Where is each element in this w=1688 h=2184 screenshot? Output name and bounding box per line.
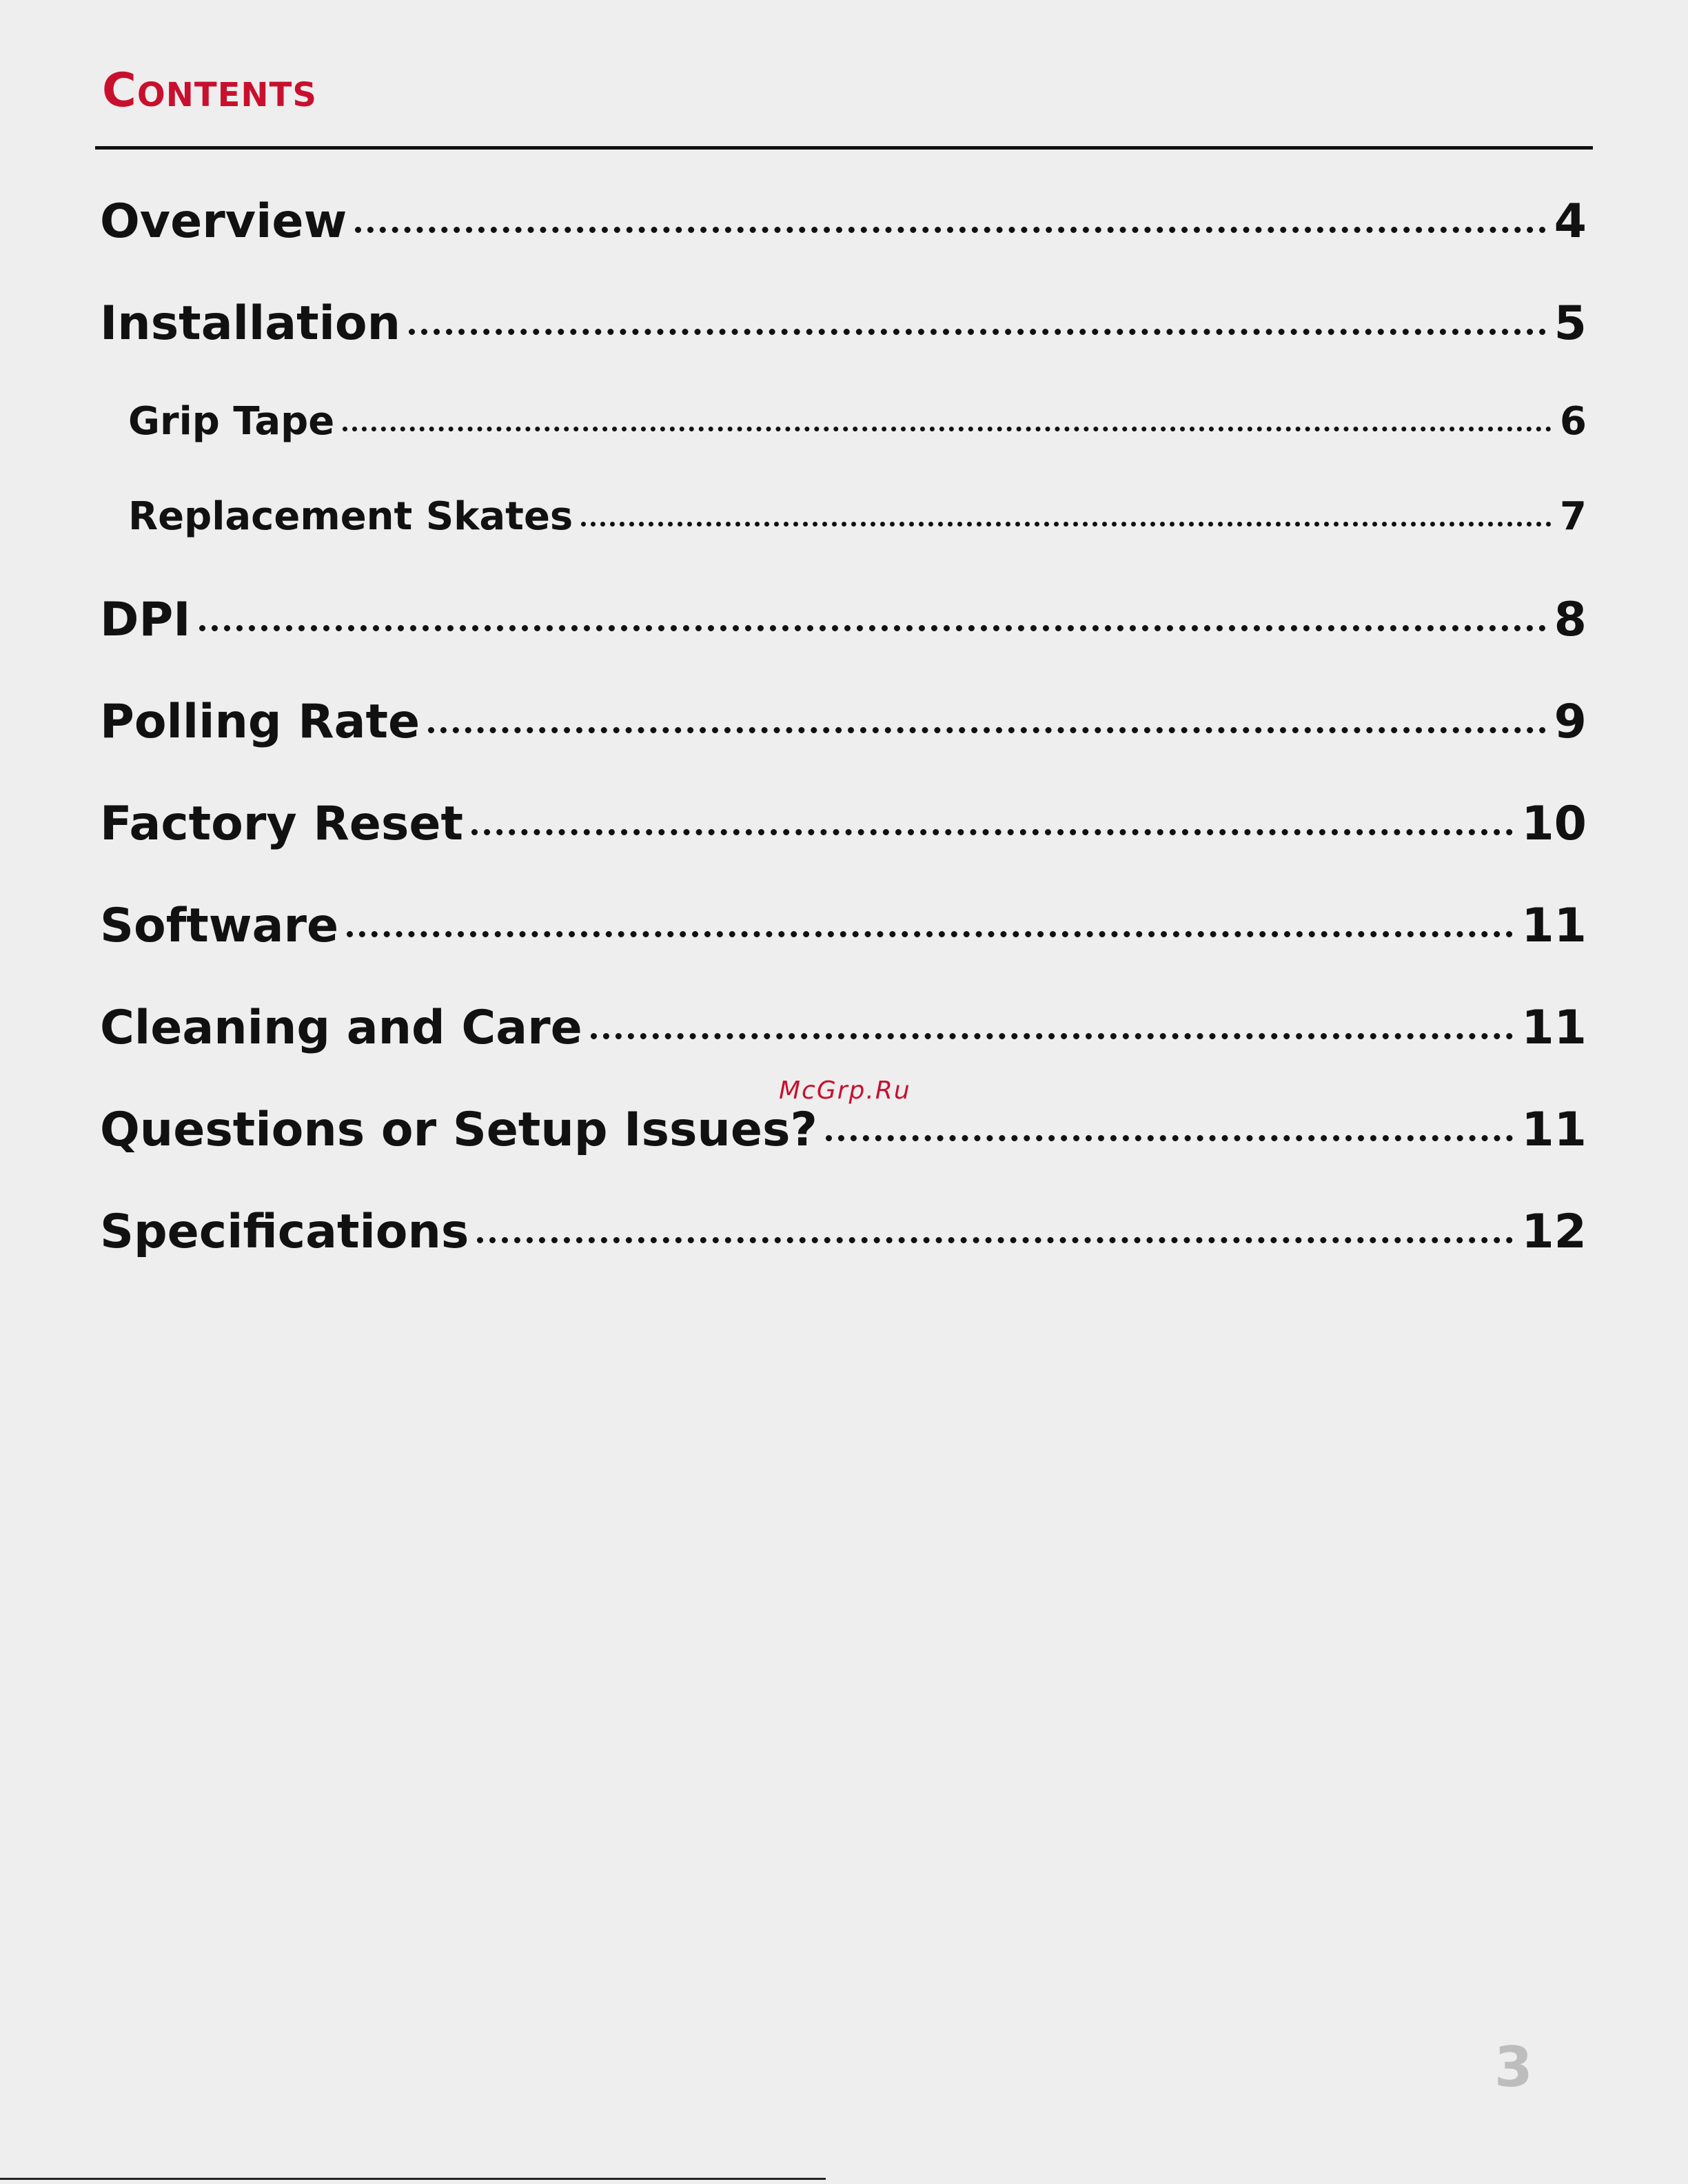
- toc-entry-dpi[interactable]: [100, 593, 1587, 647]
- toc-entry-software[interactable]: [100, 899, 1587, 953]
- dot-leader: [409, 329, 1546, 335]
- page-number: 3: [1494, 2035, 1533, 2099]
- toc-entry-page: 6: [1560, 399, 1587, 444]
- toc-entry-label: Questions or Setup Issues?: [100, 1103, 817, 1157]
- toc-entry-page: 5: [1554, 296, 1587, 351]
- bottom-border-line: [0, 2178, 826, 2180]
- toc-entry-installation[interactable]: [100, 296, 1587, 351]
- toc-entry-specifications[interactable]: [100, 1205, 1587, 1259]
- toc-entry-grip-tape[interactable]: [128, 399, 1587, 444]
- toc-entry-page: 12: [1521, 1205, 1587, 1259]
- dot-leader: [355, 227, 1545, 233]
- toc-entry-label: Grip Tape: [128, 399, 335, 444]
- toc-entry-factory-reset[interactable]: [100, 797, 1587, 851]
- dot-leader: [826, 1135, 1513, 1141]
- dot-leader: [343, 427, 1552, 431]
- toc-entry-page: 10: [1521, 797, 1587, 851]
- contents-title: Contents: [102, 63, 317, 118]
- toc-entry-page: 4: [1554, 194, 1587, 249]
- toc-entry-page: 11: [1521, 1103, 1587, 1157]
- dot-leader: [428, 727, 1546, 733]
- watermark: McGrp.Ru: [779, 1076, 911, 1105]
- toc-entry-label: DPI: [100, 593, 191, 647]
- toc-entry-polling-rate[interactable]: [100, 695, 1587, 749]
- toc-entry-label: Overview: [100, 194, 347, 249]
- dot-leader: [581, 522, 1552, 527]
- toc-entry-page: 7: [1560, 494, 1587, 539]
- toc-entry-page: 11: [1521, 899, 1587, 953]
- toc-entry-label: Polling Rate: [100, 695, 420, 749]
- toc-entry-page: 8: [1554, 593, 1587, 647]
- toc-entry-replacement-skates[interactable]: [128, 494, 1587, 539]
- toc-entry-label: Specifications: [100, 1205, 469, 1259]
- dot-leader: [477, 1237, 1513, 1243]
- dot-leader: [199, 625, 1546, 631]
- toc-entry-label: Software: [100, 899, 339, 953]
- toc-entry-questions-or-setup-issues[interactable]: [100, 1103, 1587, 1157]
- toc-entry-label: Cleaning and Care: [100, 1001, 582, 1055]
- toc-entry-label: Replacement Skates: [128, 494, 573, 539]
- dot-leader: [347, 931, 1513, 937]
- toc-entry-page: 9: [1554, 695, 1587, 749]
- toc-entry-cleaning-and-care[interactable]: [100, 1001, 1587, 1055]
- toc-entry-label: Factory Reset: [100, 797, 463, 851]
- dot-leader: [591, 1033, 1514, 1039]
- toc-entry-label: Installation: [100, 296, 401, 351]
- toc-entry-overview[interactable]: [100, 194, 1587, 249]
- dot-leader: [471, 829, 1513, 835]
- toc-entry-page: 11: [1521, 1001, 1587, 1055]
